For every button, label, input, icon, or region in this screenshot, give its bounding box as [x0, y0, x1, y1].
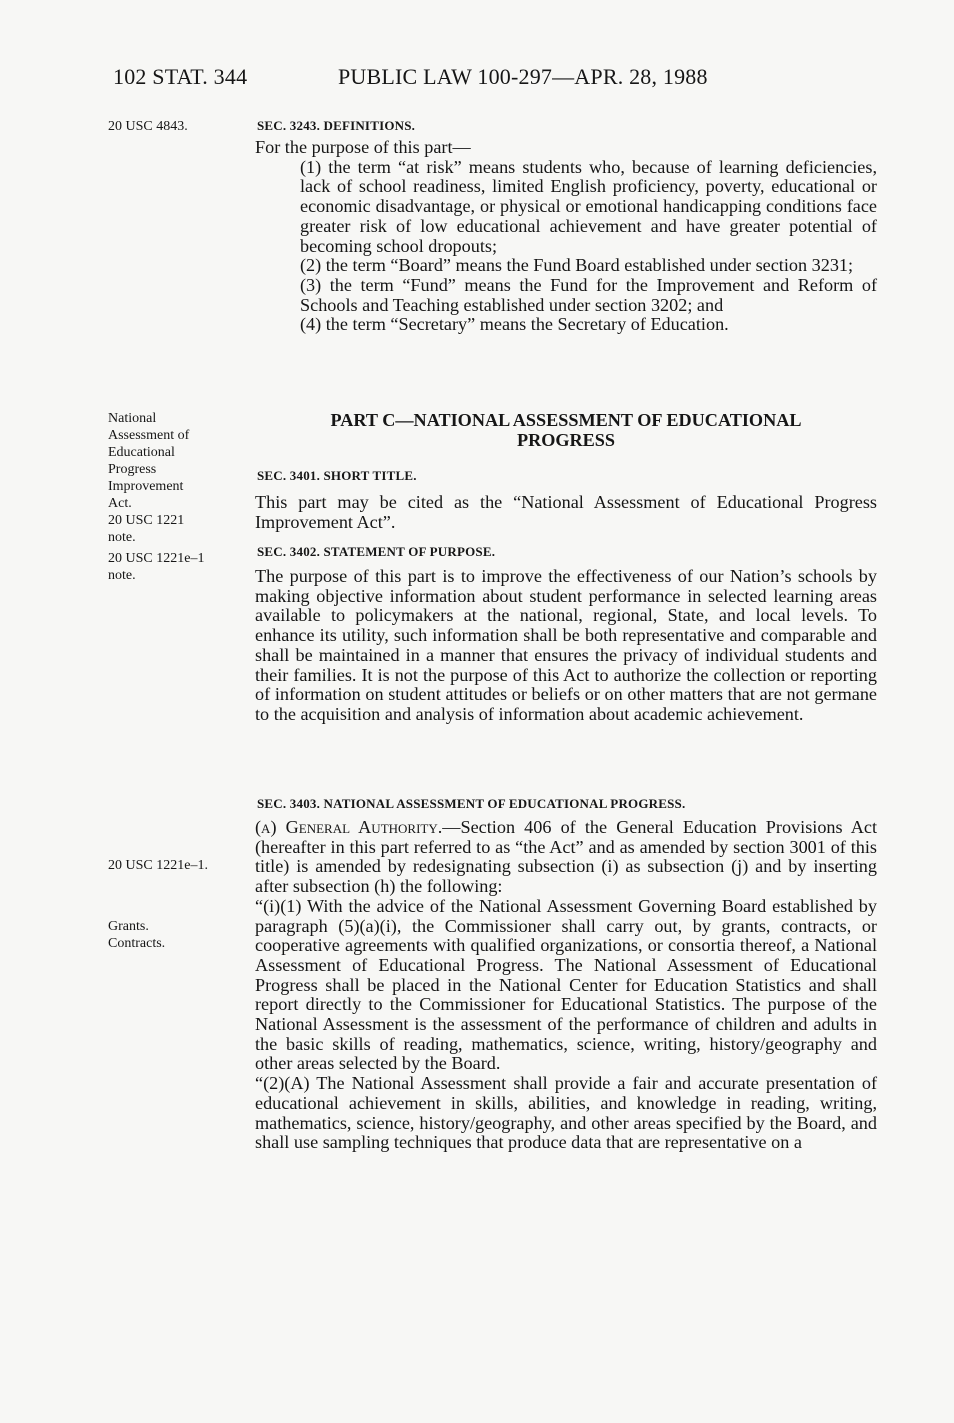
paragraph-2-a: “(2)(A) The National Assessment shall provide a fair and accurate presentation of educational achievement in skills, abilities, and knowledge in reading, writing, mathematics, science, history/geography, and other areas specified by the Board, and shall use sampling techniques that produce data that are representative on a: [255, 1073, 877, 1153]
margin-note-line: Assessment of: [108, 428, 190, 443]
margin-note-line: National: [108, 411, 157, 426]
section-3401-body: [255, 493, 877, 532]
section-3243-body: [255, 138, 877, 335]
margin-note-usc-4843: 20 USC 4843.: [108, 119, 188, 134]
section-heading-3403: SEC. 3403. NATIONAL ASSESSMENT OF EDUCATIONAL PROGRESS.: [257, 796, 686, 811]
section-heading-3243: SEC. 3243. DEFINITIONS.: [257, 118, 416, 133]
margin-note-line: Educational: [108, 445, 175, 460]
section-heading-3401: SEC. 3401. SHORT TITLE.: [257, 468, 417, 483]
margin-note-line: note.: [108, 568, 136, 583]
section-intro: For the purpose of this part—: [255, 137, 471, 157]
part-c-heading-line2: PROGRESS: [516, 430, 616, 450]
subsection-a-text: —Section 406 of the General Education Provisions Act (hereafter in this part referred to as “the Act” and as amended by section 3001 of this title) is amended by redesignating subsection (i) as subsection (j) and by inserting after subsection (h) the following:: [255, 817, 877, 897]
page-stat-number: 102 STAT. 344: [113, 64, 248, 89]
margin-note-line: Act.: [108, 496, 132, 511]
paragraph-i-1: “(i)(1) With the advice of the National Assessment Governing Board established by paragraph (5)(a)(i), the Commissioner shall carry out, by grants, contracts, or cooperative agreements with qualified organizations, or consortia thereof, a National Assessment of Educational Progress. The National Assessment of Educational Progress shall be placed in the National Center for Education Statistics and shall report directly to the Commissioner for Educational Statistics. The purpose of the National Assessment is the assessment of the performance of children and adults in the basic skills of reading, mathematics, science, writing, history/geography and other areas selected by the Board.: [255, 895, 877, 1074]
definition-item-2: (2) the term “Board” means the Fund Board established under section 3231;: [300, 255, 854, 276]
part-c-heading: [255, 410, 877, 450]
margin-note-naep-act: [108, 410, 248, 584]
margin-note-line: 20 USC 1221: [108, 513, 185, 528]
section-3403-body: [255, 818, 877, 1153]
definition-item-3: (3) the term “Fund” means the Fund for the Improvement and Reform of Schools and Teaching established under section 3202; and: [300, 274, 877, 315]
margin-note-line: Grants.: [108, 919, 149, 934]
margin-note-line: note.: [108, 530, 136, 545]
margin-note-line: 20 USC 1221e–1: [108, 551, 205, 566]
margin-note-line: Progress: [108, 462, 157, 477]
part-c-heading-line1: PART C—NATIONAL ASSESSMENT OF EDUCATIONAL: [330, 410, 802, 430]
subsection-a-label: (a) General Authority.: [255, 817, 443, 837]
section-3402-text: The purpose of this part is to improve the effectiveness of our Nation’s schools by making objective information about student performance in selected learning areas available to policymakers at the national, regional, State, and local levels. To enhance its utility, such information shall be both representative and comparable and shall be maintained in a manner that ensures the privacy of individual students and their families. It is not the purpose of this Act to authorize the collection or reporting of information on student attitudes or beliefs or on other matters that are not germane to the acquisition and analysis of information about academic achievement.: [255, 566, 877, 724]
margin-note-usc-1221e-1: 20 USC 1221e–1.: [108, 858, 208, 873]
section-3401-text: This part may be cited as the “National Assessment of Educational Progress Improvement Act”.: [255, 492, 877, 532]
subsection-a: [255, 818, 877, 897]
margin-note-line: Contracts.: [108, 936, 166, 951]
definition-item-1: (1) the term “at risk” means students who, because of learning deficiencies, lack of school readiness, limited English proficiency, poverty, educational or economic disadvantage, or physical or emotional handicapping conditions face greater risk of low educational achievement and have greater potential of becoming school dropouts;: [300, 156, 877, 256]
page-running-head: PUBLIC LAW 100-297—APR. 28, 1988: [338, 64, 708, 89]
definition-item-4: (4) the term “Secretary” means the Secretary of Education.: [300, 314, 729, 335]
section-heading-3402: SEC. 3402. STATEMENT OF PURPOSE.: [257, 544, 496, 559]
margin-note-line: Improvement: [108, 479, 184, 494]
section-3402-body: [255, 567, 877, 725]
margin-note-grants-contracts: [108, 918, 248, 952]
